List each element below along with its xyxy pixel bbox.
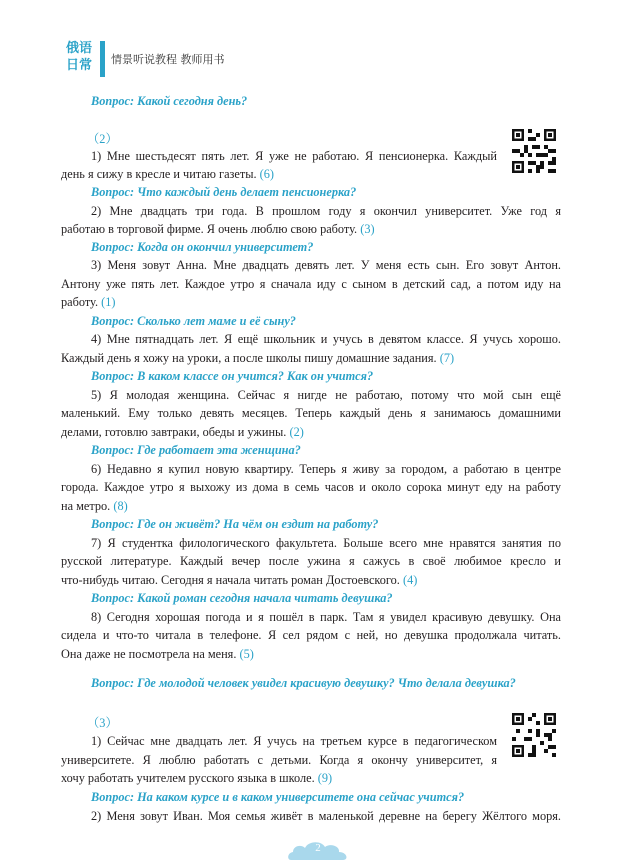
text-line (61, 424, 304, 440)
answer-number: (2) (289, 425, 304, 439)
text-line (61, 770, 332, 786)
text-line: Антону уже пять лет. Каждое утро я сначала иду с сыном в детский сад, а потом иду на (61, 277, 561, 291)
text-line: 3) Меня зовут Анна. Мне двадцать девять лет. У меня есть сын. Его зовут Антон. (91, 258, 561, 272)
text-segment: Каждый день я хожу на уроки, а после школы пишу домашние задания. (61, 351, 437, 365)
text-line (61, 350, 454, 366)
answer-number: (3) (360, 222, 375, 236)
question-line: Вопрос: В каком классе он учится? Как он учится? (91, 369, 374, 383)
text-line: 1) Сейчас мне двадцать лет. Я учусь на третьем курсе в педагогическом (91, 734, 497, 748)
logo-line-1: 俄语 (66, 41, 93, 56)
question-line: Вопрос: На каком курсе и в каком университете она сейчас учится? (91, 790, 465, 804)
text-line (61, 498, 128, 514)
answer-number: (5) (239, 647, 254, 661)
logo-line-2: 日常 (66, 58, 93, 73)
page-number: 2 (315, 842, 321, 854)
qr-code-icon (512, 713, 556, 757)
text-segment: делами, готовлю завтраки, обеды и ужины. (61, 425, 287, 439)
text-line: 7) Я студентка филологического факультета. Больше всего мне нравятся занятия по (91, 536, 561, 550)
text-line (61, 646, 254, 662)
text-segment: работаю в торговой фирме. Я очень люблю свою работу. (61, 222, 358, 236)
logo-divider-bar (100, 41, 105, 77)
question-line: Вопрос: Где работает эта женщина? (91, 443, 301, 457)
qr-code-icon (512, 129, 556, 173)
text-line: 2) Меня зовут Иван. Моя семья живёт в маленькой деревне на берегу Жёлтого моря. (91, 809, 561, 823)
book-title: 情景听说教程 教师用书 (111, 53, 225, 66)
text-segment: хочу работать учителем русского языка в школе. (61, 771, 315, 785)
question-line: Вопрос: Где молодой человек увидел красивую девушку? Что делала девушка? (91, 676, 516, 690)
text-line (61, 221, 375, 237)
text-line: университете. Я люблю работать с детьми. Когда я окончу университет, я (61, 753, 497, 767)
text-line: 6) Недавно я купил новую квартиру. Теперь я живу за городом, а работаю в центре (91, 462, 561, 476)
answer-number: (4) (402, 573, 418, 587)
text-line: сидела и что-то читала в телефоне. Я сел рядом с ней, но девушка продолжала читать. (61, 628, 561, 642)
answer-number: (6) (259, 167, 275, 181)
text-line: маленький. Ему только девять месяцев. Теперь каждый день я занимаюсь домашними (61, 406, 561, 420)
text-line: 5) Я молодая женщина. Сейчас я нигде не работаю, потому что мой сын ещё (91, 388, 561, 402)
text-segment: на метро. (61, 499, 111, 513)
answer-number: (7) (439, 351, 455, 365)
text-segment: что-нибудь читаю. Сегодня я начала читать роман Достоевского. (61, 573, 400, 587)
text-line: 1) Мне шестьдесят пять лет. Я уже не работаю. Я пенсионерка. Каждый (91, 149, 497, 163)
text-segment: работу. (61, 295, 99, 309)
text-line: 4) Мне пятнадцать лет. Я ещё школьник и учусь в девятом классе. Я учусь хорошо. (91, 332, 561, 346)
question-line: Вопрос: Где он живёт? На чём он ездит на работу? (91, 517, 379, 531)
answer-number: (9) (317, 771, 333, 785)
text-line: 8) Сегодня хорошая погода и я пошёл в парк. Там я увидел красивую девушку. Она (91, 610, 561, 624)
question-line: Вопрос: Какой сегодня день? (91, 94, 248, 108)
text-segment: Она даже не посмотрела на меня. (61, 647, 237, 661)
section-label: （2） (87, 132, 118, 146)
text-line: русской литературе. Каждый вечер после ужина я сажусь в своё любимое кресло и (61, 554, 561, 568)
text-line (61, 572, 417, 588)
text-line (61, 294, 116, 310)
text-line (61, 166, 274, 182)
text-segment: день я сижу в кресле и читаю газеты. (61, 167, 257, 181)
answer-number: (8) (113, 499, 128, 513)
question-line: Вопрос: Какой роман сегодня начала читать девушка? (91, 591, 393, 605)
page-number-badge (285, 838, 351, 860)
text-line: города. Каждое утро я выхожу из дома в семь часов и около сорока минут еду на работу (61, 480, 561, 494)
text-line: 2) Мне двадцать три года. В прошлом году я окончил университет. Уже год я (91, 204, 561, 218)
question-line: Вопрос: Что каждый день делает пенсионерка? (91, 185, 357, 199)
section-label: （3） (87, 716, 118, 730)
question-line: Вопрос: Сколько лет маме и её сыну? (91, 314, 296, 328)
answer-number: (1) (101, 295, 116, 309)
question-line: Вопрос: Когда он окончил университет? (91, 240, 314, 254)
